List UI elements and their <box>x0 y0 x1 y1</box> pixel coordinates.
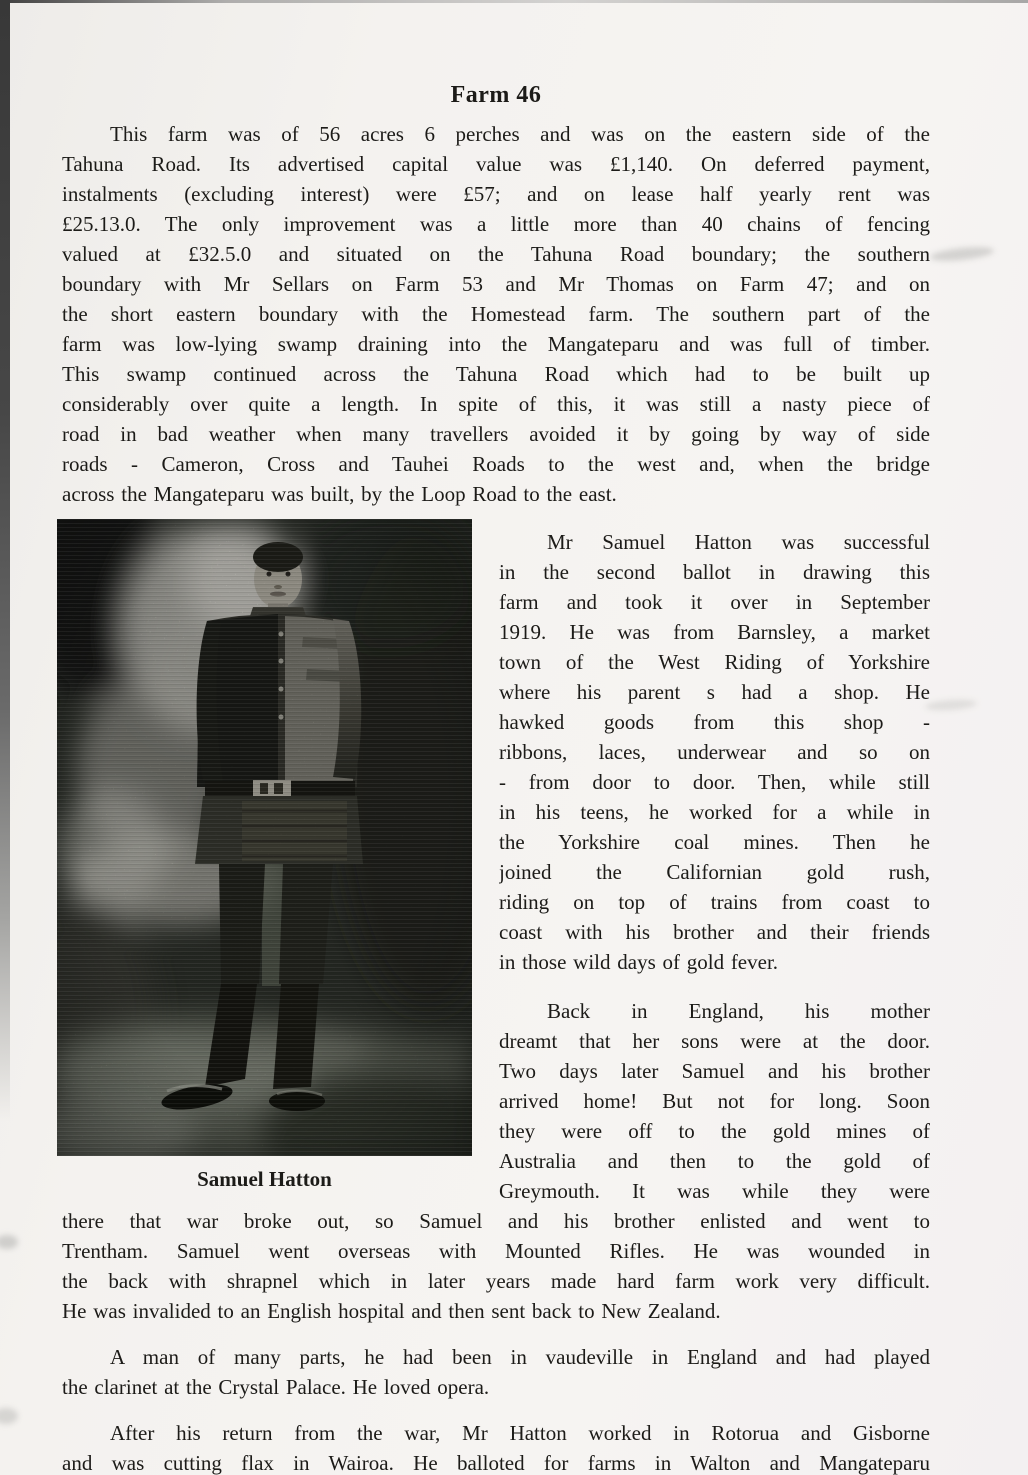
text-line: and was cutting flax in Wairoa. He balloted for farms in Walton and Mangateparu <box>62 1451 930 1475</box>
text-line: arrived home! But not for long. Soon <box>499 1089 930 1113</box>
text-line: the short eastern boundary with the Homestead farm. The southern part of the <box>62 302 930 326</box>
page-title: Farm 46 <box>450 82 542 108</box>
text-line: He was invalided to an English hospital and then sent back to New Zealand. <box>62 1299 721 1323</box>
text-line: Tahuna Road. Its advertised capital value was £1,140. On deferred payment, <box>62 152 930 176</box>
text-line: they were off to the gold mines of <box>499 1119 930 1143</box>
text-line: joined the Californian gold rush, <box>499 860 930 884</box>
intro-paragraph <box>62 119 930 509</box>
text-line: ribbons, laces, underwear and so on <box>499 740 930 764</box>
text-line: road in bad weather when many travellers avoided it by going by way of side <box>62 422 930 446</box>
scan-blemish <box>925 698 978 712</box>
text-line: After his return from the war, Mr Hatton worked in Rotorua and Gisborne <box>110 1421 930 1445</box>
page-content <box>62 82 930 1475</box>
text-line: farm was low-lying swamp draining into the Mangateparu and was full of timber. <box>62 332 930 356</box>
text-line: where his parent s had a shop. He <box>499 680 930 704</box>
text-line: This farm was of 56 acres 6 perches and was on the eastern side of the <box>110 122 930 146</box>
scan-blemish <box>0 1408 18 1424</box>
text-line: instalments (excluding interest) were £57; and on lease half yearly rent was <box>62 182 930 206</box>
text-line: in the second ballot in drawing this <box>499 560 930 584</box>
text-line: town of the West Riding of Yorkshire <box>499 650 930 674</box>
column-paragraph <box>499 527 930 977</box>
text-line: boundary with Mr Sellars on Farm 53 and Mr Thomas on Farm 47; and on <box>62 272 930 296</box>
text-line: coast with his brother and their friends <box>499 920 930 944</box>
text-line: valued at £32.5.0 and situated on the Tahuna Road boundary; the southern <box>62 242 930 266</box>
text-line: This swamp continued across the Tahuna Road which had to be built up <box>62 362 930 386</box>
scan-blemish <box>0 1235 18 1249</box>
text-line: the back with shrapnel which in later years made hard farm work very difficult. <box>62 1269 930 1293</box>
photo-caption: Samuel Hatton <box>197 1167 332 1191</box>
text-line: £25.13.0. The only improvement was a little more than 40 chains of fencing <box>62 212 930 236</box>
text-line: Mr Samuel Hatton was successful <box>547 530 930 554</box>
text-line: in his teens, he worked for a while in <box>499 800 930 824</box>
column-paragraph <box>499 996 930 1206</box>
text-line: across the Mangateparu was built, by the Loop Road to the east. <box>62 482 617 506</box>
text-line: the clarinet at the Crystal Palace. He loved opera. <box>62 1375 490 1399</box>
text-line: Greymouth. It was while they were <box>499 1179 930 1203</box>
text-line: A man of many parts, he had been in vaudeville in England and had played <box>110 1345 930 1369</box>
text-line: Back in England, his mother <box>547 999 930 1023</box>
soldier-photo-illustration <box>57 519 472 1156</box>
soldier-photo <box>57 519 472 1156</box>
text-line: riding on top of trains from coast to <box>499 890 930 914</box>
right-text-column <box>499 519 930 1206</box>
text-line: the Yorkshire coal mines. Then he <box>499 830 930 854</box>
portrait-photo-figure <box>57 519 472 1206</box>
text-line: considerably over quite a length. In spite of this, it was still a nasty piece of <box>62 392 930 416</box>
scan-top-edge-shadow <box>0 0 1028 3</box>
text-line: there that war broke out, so Samuel and his brother enlisted and went to <box>62 1209 930 1233</box>
scan-gutter-shadow <box>0 0 10 1180</box>
text-line: Two days later Samuel and his brother <box>499 1059 930 1083</box>
text-line: hawked goods from this shop - <box>499 710 930 734</box>
text-line: 1919. He was from Barnsley, a market <box>499 620 930 644</box>
bottom-paragraph <box>62 1418 930 1475</box>
bottom-paragraph <box>62 1342 930 1402</box>
text-line: dreamt that her sons were at the door. <box>499 1029 930 1053</box>
text-line: Trentham. Samuel went overseas with Mounted Rifles. He was wounded in <box>62 1239 930 1263</box>
continuation-paragraph <box>62 1206 930 1326</box>
text-line: Australia and then to the gold of <box>499 1149 930 1173</box>
text-line: farm and took it over in September <box>499 590 930 614</box>
text-line: in those wild days of gold fever. <box>499 950 779 974</box>
text-line: - from door to door. Then, while still <box>499 770 930 794</box>
scan-blemish <box>930 245 995 264</box>
text-line: roads - Cameron, Cross and Tauhei Roads to the west and, when the bridge <box>62 452 930 476</box>
photo-and-text-section <box>62 519 930 1206</box>
